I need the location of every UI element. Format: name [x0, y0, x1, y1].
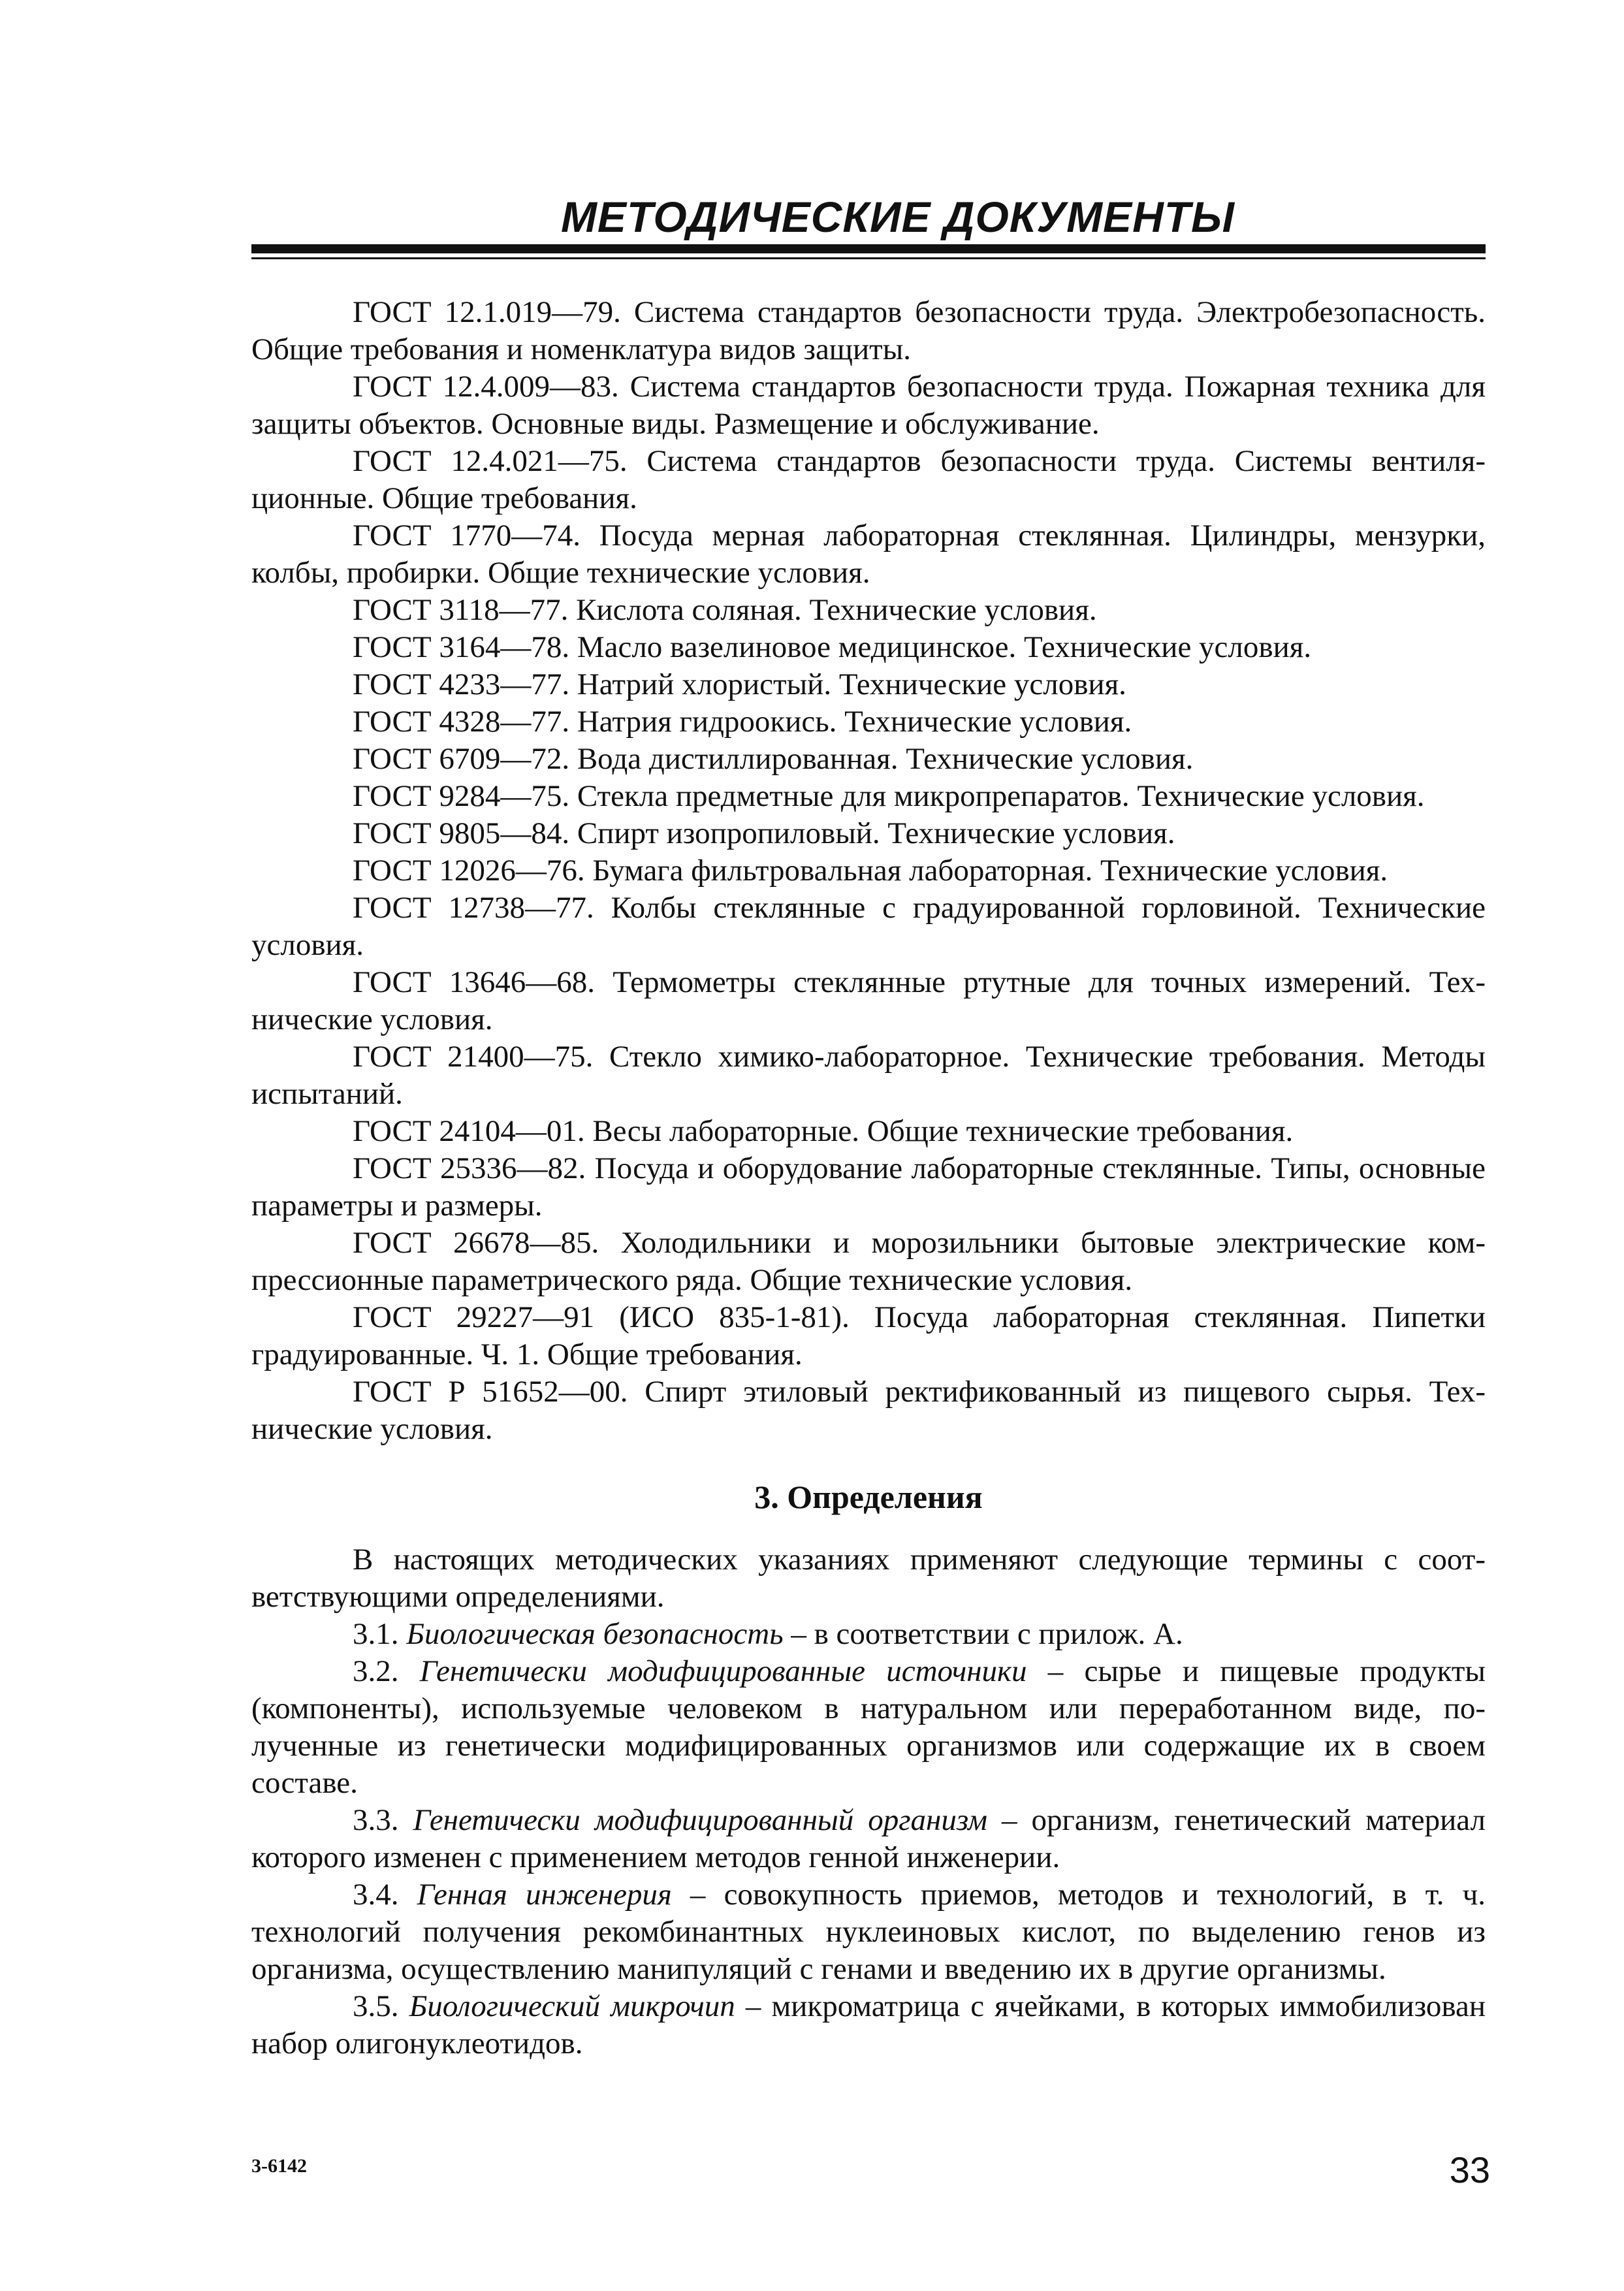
standard-item: ГОСТ 9284—75. Стекла предметные для микропрепаратов. Технические условия. — [353, 779, 1425, 813]
standard-item: ГОСТ 25336—82. Посуда и оборудование лабораторные стеклянные. Типы, основные параметры и размеры. — [251, 1151, 1486, 1223]
standard-item: ГОСТ 3118—77. Кислота соляная. Технические условия. — [353, 593, 1097, 627]
definition-term: Биологическая безопасность — [406, 1617, 784, 1651]
standard-item: ГОСТ 13646—68. Термометры стеклянные ртутные для точных измерений. Технические условия. — [251, 965, 1486, 1036]
definition-number: 3.3. — [353, 1803, 413, 1837]
definition-text: – организм, генетический материал которого изменен с применением методов генной инженерии. — [251, 1803, 1486, 1874]
header-title: МЕТОДИЧЕСКИЕ ДОКУМЕНТЫ — [560, 193, 1235, 241]
standards-list — [251, 294, 1486, 1448]
definition-number: 3.2. — [353, 1654, 420, 1688]
running-header — [251, 191, 1486, 259]
definition-term: Генная инженерия — [417, 1878, 672, 1912]
standard-item: ГОСТ 12026—76. Бумага фильтровальная лабораторная. Технические условия. — [353, 854, 1388, 888]
standard-item: ГОСТ 4328—77. Натрия гидроокись. Технические условия. — [353, 705, 1132, 739]
header-rule-thick — [251, 244, 1486, 253]
definition-text: – в соответствии с прилож. А. — [783, 1617, 1183, 1651]
standard-item: ГОСТ 26678—85. Холодильники и морозильники бытовые электрические компрессионные параметрического ряда. Общие технические условия. — [251, 1226, 1486, 1297]
definition-term: Генетически модифицированный организм — [413, 1803, 988, 1837]
standard-item: ГОСТ 24104—01. Весы лабораторные. Общие технические требования. — [353, 1114, 1294, 1148]
definition-text: – микроматрица с ячейками, в которых иммобилизован набор олигонуклеотидов. — [251, 1989, 1486, 2060]
definition-item — [251, 1988, 1486, 2062]
standard-item: ГОСТ Р 51652—00. Спирт этиловый ректификованный из пищевого сырья. Технические условия. — [251, 1375, 1486, 1446]
definition-text: – сырье и пищевые продукты (компоненты), используемые человеком в натуральном или переработанном виде, полученные из генетически модифицированных организмов или содержащие их в своем составе. — [251, 1654, 1486, 1800]
page-content — [251, 294, 1486, 2062]
standard-item: ГОСТ 12.4.021—75. Система стандартов безопасности труда. Системы вентиляционные. Общие требования. — [251, 444, 1486, 515]
definition-term: Биологический микрочип — [409, 1989, 735, 2023]
definition-term: Генетически модифицированные источники — [419, 1654, 1027, 1688]
standard-item: ГОСТ 29227—91 (ИСО 835-1-81). Посуда лабораторная стеклянная. Пипетки градуированные. Ч. 1. Общие требования. — [251, 1300, 1486, 1371]
section-heading: 3. Определения — [754, 1479, 983, 1515]
definition-item — [251, 1616, 1486, 1653]
page-number: 33 — [1449, 2149, 1490, 2190]
definition-text: – совокупность приемов, методов и технологий, в т. ч. технологий получения рекомбинантных нуклеиновых кислот, по выделению генов из организма, осуществлению манипуляций с генами и введению их в другие организмы. — [251, 1878, 1486, 1986]
definition-item — [251, 1876, 1486, 1988]
standard-item: ГОСТ 6709—72. Вода дистиллированная. Технические условия. — [353, 742, 1194, 776]
definition-number: 3.1. — [353, 1617, 407, 1651]
definition-item — [251, 1653, 1486, 1802]
standard-item: ГОСТ 4233—77. Натрий хлористый. Технические условия. — [353, 667, 1126, 701]
definition-number: 3.4. — [353, 1878, 417, 1912]
standard-item: ГОСТ 3164—78. Масло вазелиновое медицинское. Технические условия. — [353, 630, 1312, 664]
definition-number: 3.5. — [353, 1989, 409, 2023]
standard-item: ГОСТ 12.4.009—83. Система стандартов безопасности труда. Пожарная техника для защиты объектов. Основные виды. Размещение и обслуживание. — [251, 370, 1486, 441]
standard-item: ГОСТ 21400—75. Стекло химико-лабораторное. Технические требования. Методы испытаний. — [251, 1040, 1486, 1111]
header-rule-thin — [251, 257, 1486, 259]
standard-item: ГОСТ 9805—84. Спирт изопропиловый. Технические условия. — [353, 816, 1175, 850]
standard-item: ГОСТ 12.1.019—79. Система стандартов безопасности труда. Электробезопасность. Общие требования и номенклатура видов защиты. — [251, 295, 1486, 366]
definition-item — [251, 1802, 1486, 1876]
standard-item: ГОСТ 12738—77. Колбы стеклянные с градуированной горловиной. Технические условия. — [251, 891, 1486, 962]
standard-item: ГОСТ 1770—74. Посуда мерная лабораторная стеклянная. Цилиндры, мензурки, колбы, пробирки. Общие технические условия. — [251, 519, 1486, 590]
section-intro: В настоящих методических указаниях применяют следующие термины с соответствующими определениями. — [251, 1543, 1486, 1614]
footer-print-code: 3-6142 — [251, 2155, 307, 2177]
